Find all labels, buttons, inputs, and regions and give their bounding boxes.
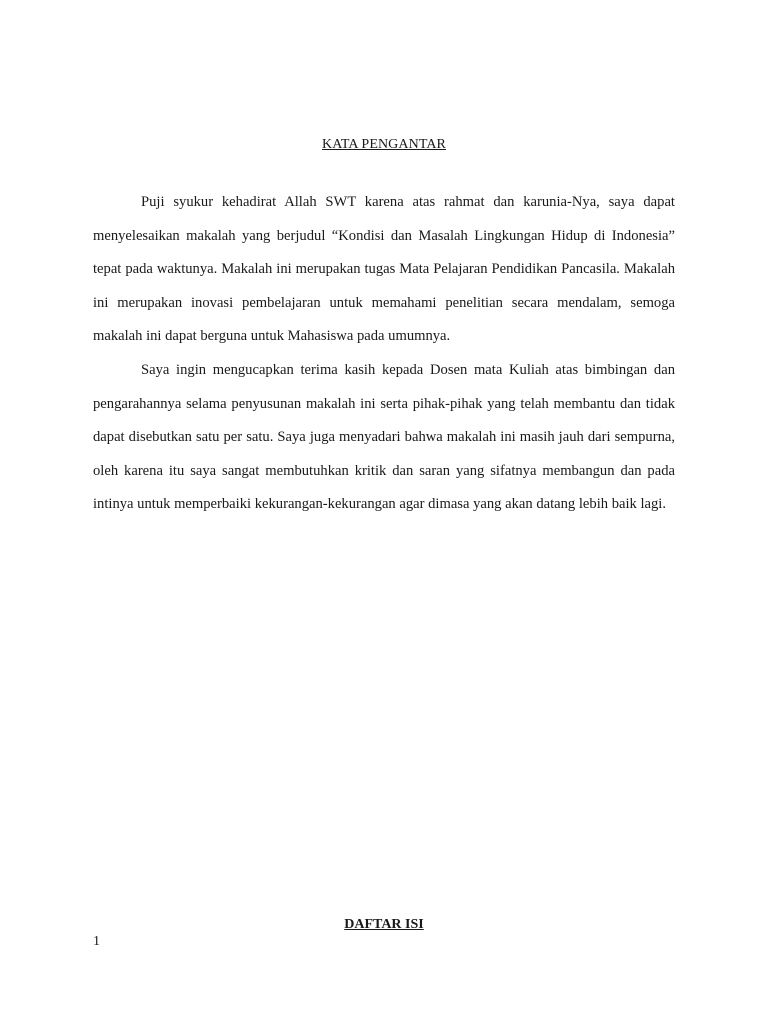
page-title: KATA PENGANTAR [322, 137, 446, 152]
toc-title: DAFTAR ISI [344, 917, 424, 932]
page-number: 1 [93, 934, 100, 949]
paragraph-1: Puji syukur kehadirat Allah SWT karena atas rahmat dan karunia-Nya, saya dapat menyelesaikan makalah yang berjudul “Kondisi dan Masalah Lingkungan Hidup di Indonesia” tepat pada waktunya. Makalah ini merupakan tugas Mata Pelajaran Pendidikan Pancasila. Makalah ini merupakan inovasi pembelajaran untuk memahami penelitian secara mendalam, semoga makalah ini dapat berguna untuk Mahasiswa pada umumnya. [93, 194, 675, 345]
body-text [93, 186, 675, 522]
paragraph-2: Saya ingin mengucapkan terima kasih kepada Dosen mata Kuliah atas bimbingan dan pengarahannya selama penyusunan makalah ini serta pihak-pihak yang telah membantu dan tidak dapat disebutkan satu per satu. Saya juga menyadari bahwa makalah ini masih jauh dari sempurna, oleh karena itu saya sangat membutuhkan kritik dan saran yang sifatnya membangun dan pada intinya untuk memperbaiki kekurangan-kekurangan agar dimasa yang akan datang lebih baik lagi. [93, 361, 675, 513]
